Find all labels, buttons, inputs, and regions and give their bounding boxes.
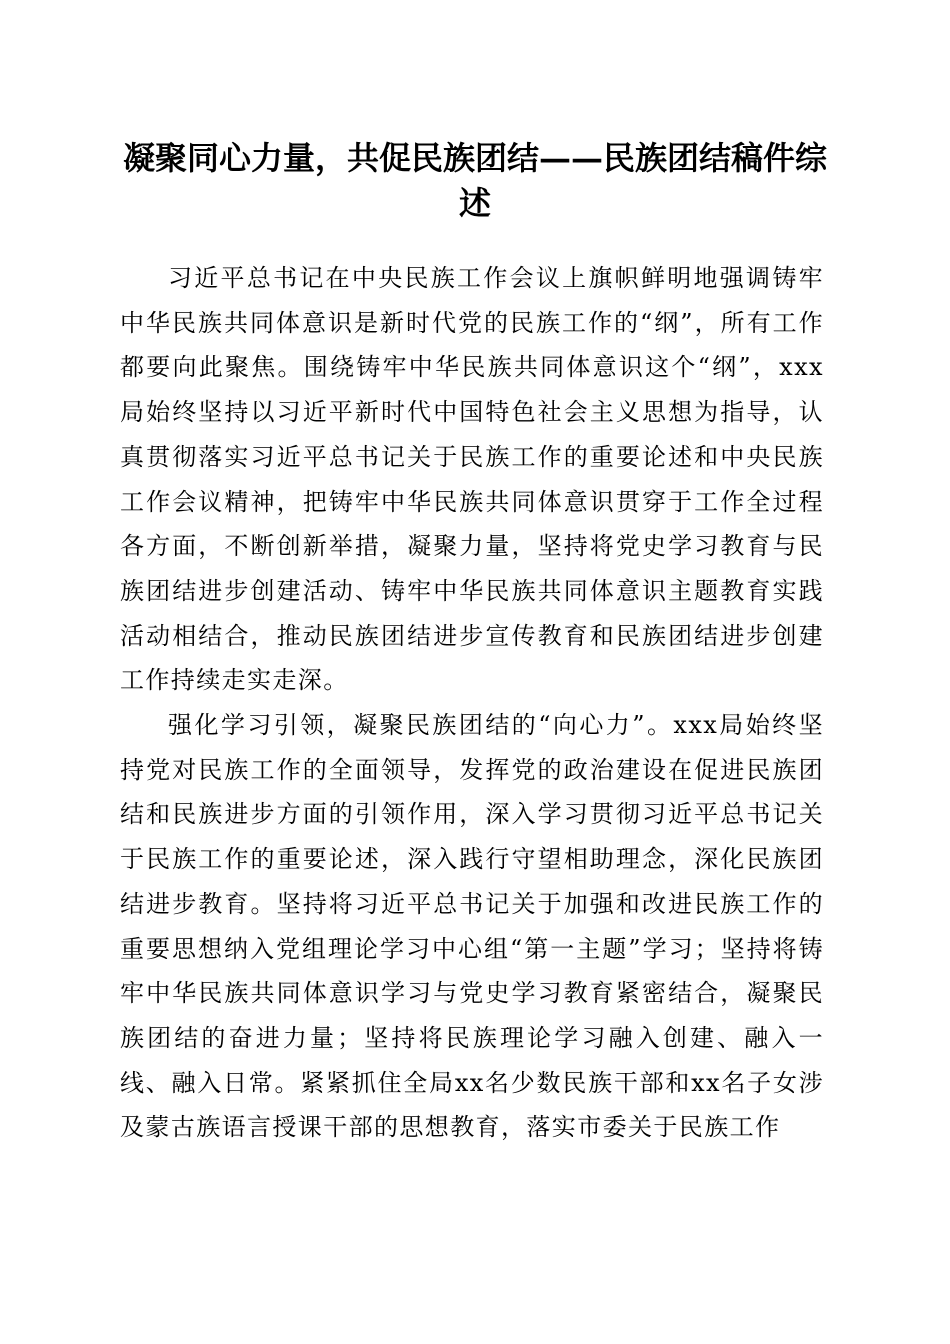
body-paragraph-2: 强化学习引领，凝聚民族团结的“向心力”。xxx局始终坚持党对民族工作的全面领导，发挥党的政治建设在促进民族团结和民族进步方面的引领作用，深入学习贯彻习近平总书记关于民族工作的重要论述，深入践行守望相助理念，深化民族团结进步教育。坚持将习近平总书记关于加强和改进民族工作的重要思想纳入党组理论学习中心组“第一主题”学习；坚持将铸牢中华民族共同体意识学习与党史学习教育紧密结合，凝聚民族团结的奋进力量；坚持将民族理论学习融入创建、融入一线、融入日常。紧紧抓住全局xx名少数民族干部和xx名子女涉及蒙古族语言授课干部的思想教育，落实市委关于民族工作 [120,711,824,1142]
document-body [120,256,824,1150]
body-paragraph-1: 习近平总书记在中央民族工作会议上旗帜鲜明地强调铸牢中华民族共同体意识是新时代党的民族工作的“纲”，所有工作都要向此聚焦。围绕铸牢中华民族共同体意识这个“纲”，xxx局始终坚持以习近平新时代中国特色社会主义思想为指导，认真贯彻落实习近平总书记关于民族工作的重要论述和中央民族工作会议精神，把铸牢中华民族共同体意识贯穿于工作全过程各方面，不断创新举措，凝聚力量，坚持将党史学习教育与民族团结进步创建活动、铸牢中华民族共同体意识主题教育实践活动相结合，推动民族团结进步宣传教育和民族团结进步创建工作持续走实走深。 [120,264,824,695]
document-title: 凝聚同心力量，共促民族团结——民族团结稿件综述 [122,139,827,222]
